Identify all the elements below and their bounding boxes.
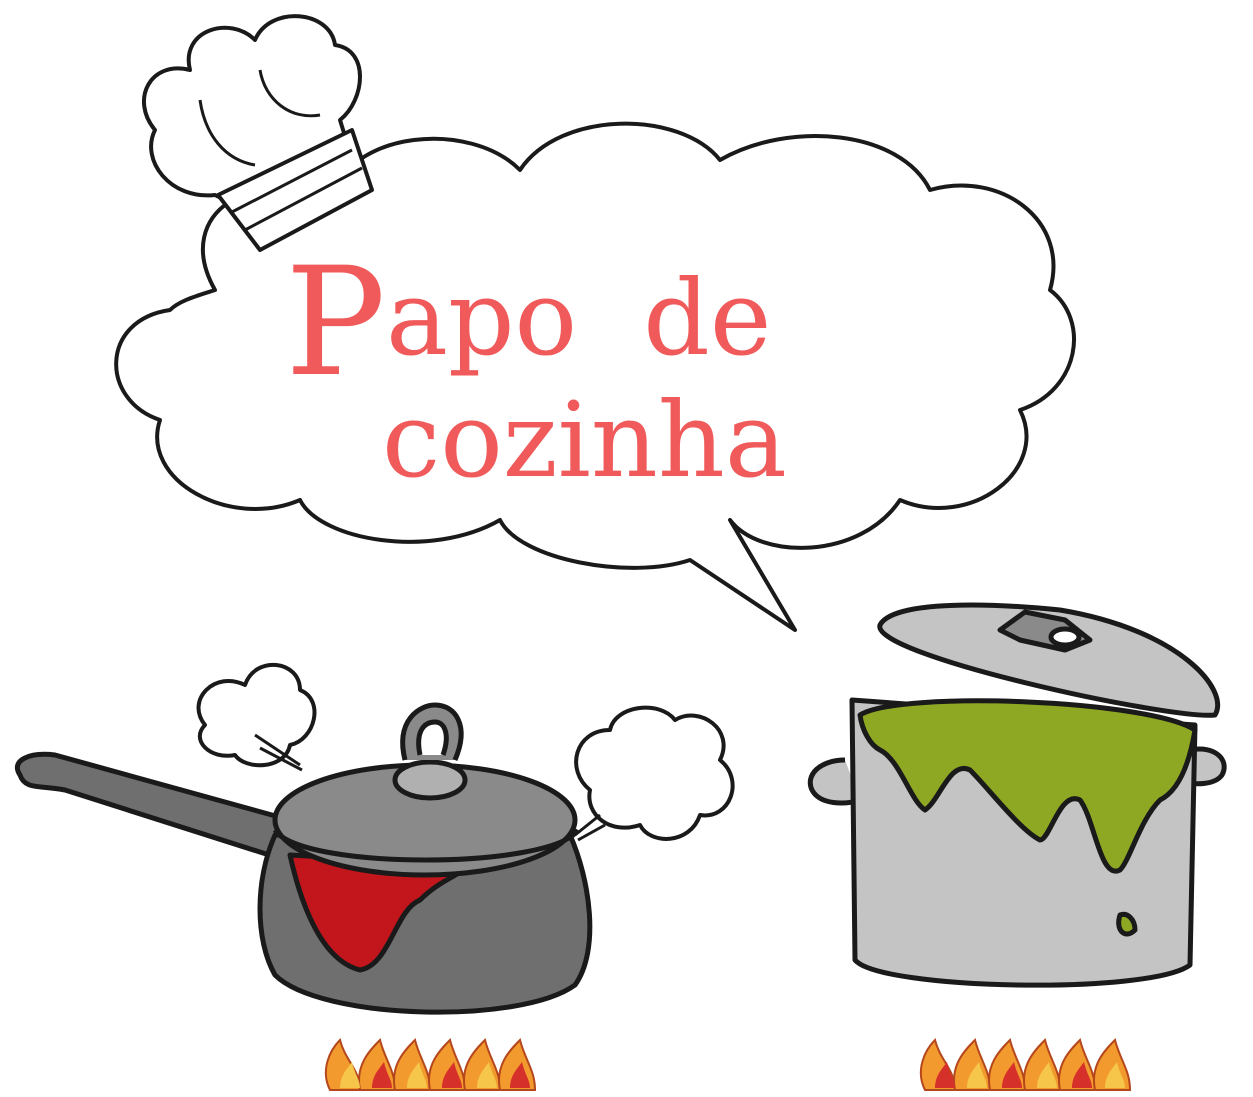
burner-flame-icon [326,1040,535,1090]
stockpot-icon [810,605,1224,985]
title-line-1 [285,228,772,410]
title-line-2: cozinha [382,379,787,501]
saucepan-icon [17,705,589,1012]
title-first-letter: P [285,236,386,410]
title-line-1-rest: apo de [385,257,772,379]
burner-flame-icon [921,1040,1130,1090]
